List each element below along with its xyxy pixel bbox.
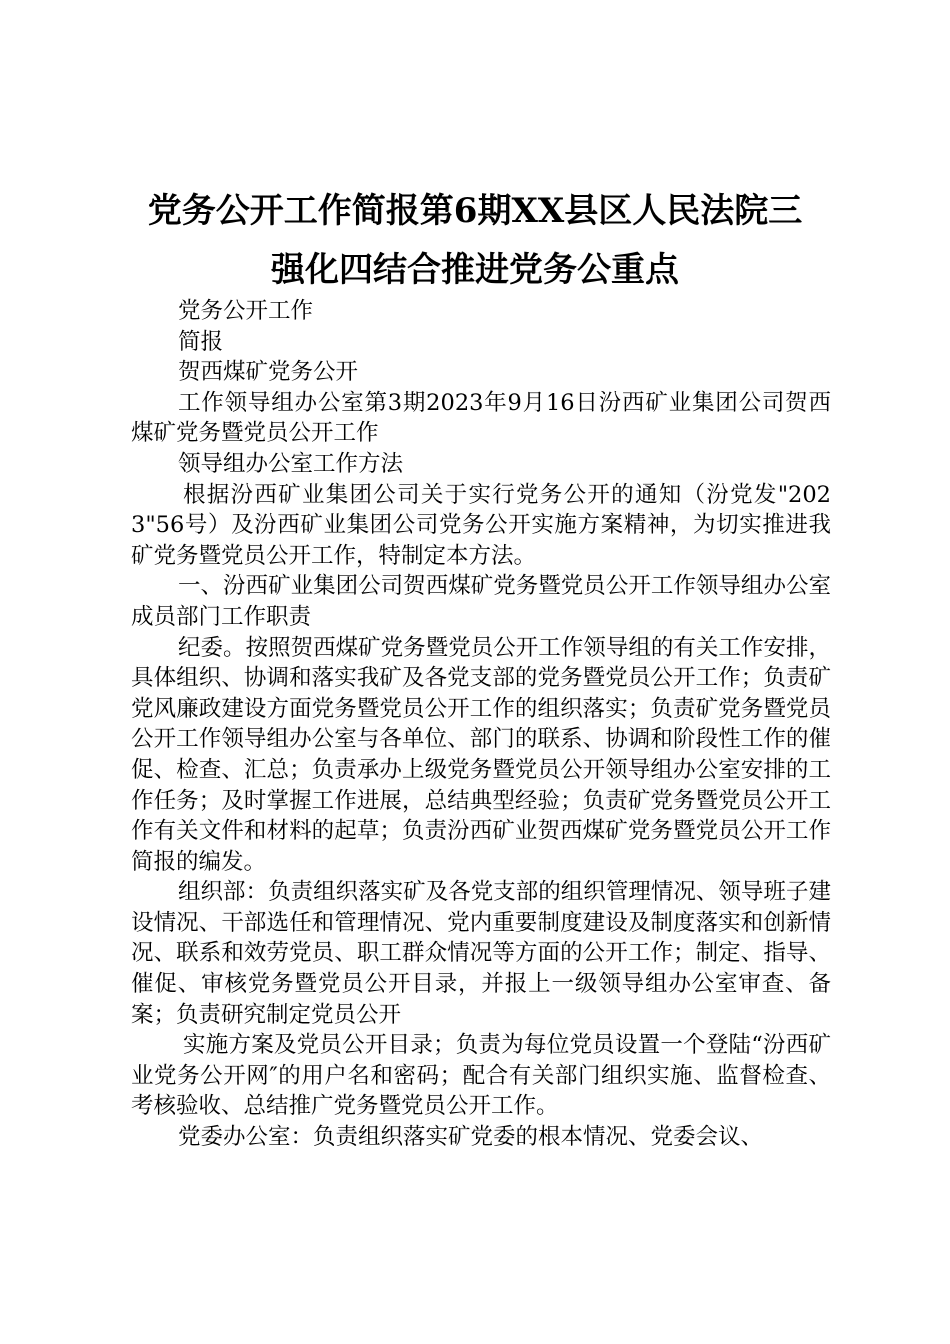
paragraph: 工作领导组办公室第3期2023年9月16日汾西矿业集团公司贺西煤矿党务暨党员公开工作	[131, 389, 831, 447]
paragraph: 纪委。按照贺西煤矿党务暨党员公开工作领导组的有关工作安排，具体组织、协调和落实我矿及各党支部的党务暨党员公开工作；负责矿党风廉政建设方面党务暨党员公开工作的组织落实；负责矿党务暨党员公开工作领导组办公室与各单位、部门的联系、协调和阶段性工作的催促、检查、汇总；负责承办上级党务暨党员公开领导组办公室安排的工作任务；及时掌握工作进展，总结典型经验；负责矿党务暨党员公开工作有关文件和材料的起草；负责汾西矿业贺西煤矿党务暨党员公开工作简报的编发。	[131, 634, 831, 875]
paragraph: 领导组办公室工作方法	[178, 450, 404, 477]
paragraph: 根据汾西矿业集团公司关于实行党务公开的通知（汾党发"2023"56号）及汾西矿业集团公司党务公开实施方案精神，为切实推进我矿党务暨党员公开工作，特制定本方法。	[131, 481, 831, 569]
title-line-1: 党务公开工作简报第6期XX县区人民法院三	[147, 191, 803, 231]
title-line-2: 强化四结合推进党务公重点	[271, 250, 679, 290]
paragraph: 党务公开工作	[178, 298, 314, 324]
paragraph: 组织部：负责组织落实矿及各党支部的组织管理情况、领导班子建设情况、干部选任和管理情况、党内重要制度建设及制度落实和创新情况、联系和效劳党员、职工群众情况等方面的公开工作；制定、指导、催促、审核党务暨党员公开目录，并报上一级领导组办公室审查、备案；负责研究制定党员公开	[131, 879, 831, 1028]
paragraph: 简报	[178, 328, 224, 355]
document-title	[120, 182, 830, 300]
document-body	[131, 296, 831, 1153]
paragraph: 一、汾西矿业集团公司贺西煤矿党务暨党员公开工作领导组办公室成员部门工作职责	[131, 573, 831, 630]
paragraph: 实施方案及党员公开目录；负责为每位党员设置一个登陆“汾西矿业党务公开网″的用户名和密码；配合有关部门组织实施、监督检查、考核验收、总结推广党务暨党员公开工作。	[131, 1032, 831, 1120]
paragraph: 贺西煤矿党务公开	[178, 359, 359, 386]
paragraph: 党委办公室：负责组织落实矿党委的根本情况、党委会议、	[178, 1124, 764, 1151]
